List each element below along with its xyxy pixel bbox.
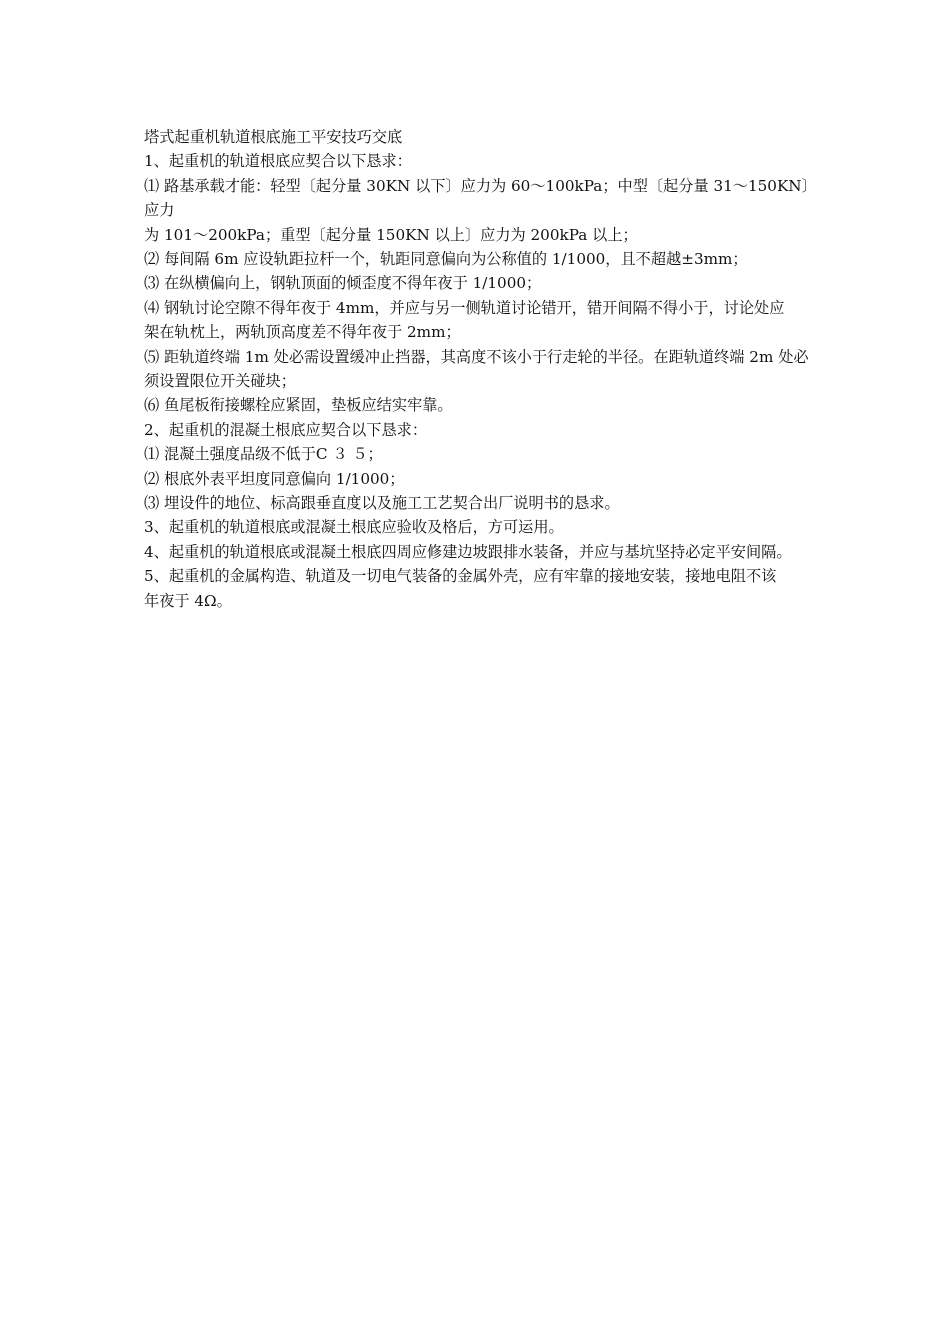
paragraph-line: 须设置限位开关碰块； [144,371,296,390]
paragraph-line: ⑶ 在纵横偏向上，钢轨顶面的倾歪度不得年夜于 1/1000； [144,274,542,293]
section-3-paragraph: 3、起重机的轨道根底或混凝土根底应验收及格后，方可运用。 [144,518,564,537]
paragraph-line: ⑴ 混凝土强度品级不低于C ３ ５； [144,445,383,464]
paragraph-line: ⑷ 钢轨讨论空隙不得年夜于 4mm，并应与另一侧轨道讨论错开，错开间隔不得小于，讨论处应 [144,298,785,317]
paragraph-line: ⑸ 距轨道终端 1m 处必需设置缓冲止挡器，其高度不该小于行走轮的半径。在距轨道终端 2m 处必 [144,347,809,366]
paragraph-line: 为 101～200kPa；重型〔起分量 150KN 以上〕应力为 200kPa 以上； [144,225,638,244]
section-5-paragraph: 5、起重机的金属构造、轨道及一切电气装备的金属外壳，应有牢靠的接地安装，接地电阻不该 [144,567,777,586]
section-4-paragraph: 4、起重机的轨道根底或混凝土根底四周应修建边坡跟排水装备，并应与基坑坚持必定平安间隔。 [144,542,792,561]
paragraph-line: ⑵ 根底外表平坦度同意偏向 1/1000； [144,469,405,488]
paragraph-line: ⑵ 每间隔 6m 应设轨距拉杆一个，轨距同意偏向为公称值的 1/1000，且不超越±3mm； [144,249,748,268]
section-2-heading: 2、起重机的混凝土根底应契合以下恳求： [144,420,428,439]
paragraph-line: 架在轨枕上，两轨顶高度差不得年夜于 2mm； [144,323,461,342]
document-title: 塔式起重机轨道根底施工平安技巧交底 [144,128,403,146]
paragraph-line: ⑶ 埋设件的地位、标高跟垂直度以及施工工艺契合出厂说明书的恳求。 [144,493,620,512]
paragraph-line: 年夜于 4Ω。 [144,591,232,610]
section-1-heading: 1、起重机的轨道根底应契合以下恳求： [144,152,412,171]
paragraph-line: ⑴ 路基承载才能：轻型〔起分量 30KN 以下〕应力为 60～100kPa；中型〔起分量 31～150KN〕应力 [144,176,810,220]
document-body [144,125,810,613]
paragraph-line: ⑹ 鱼尾板衔接螺栓应紧固，垫板应结实牢靠。 [144,396,453,415]
